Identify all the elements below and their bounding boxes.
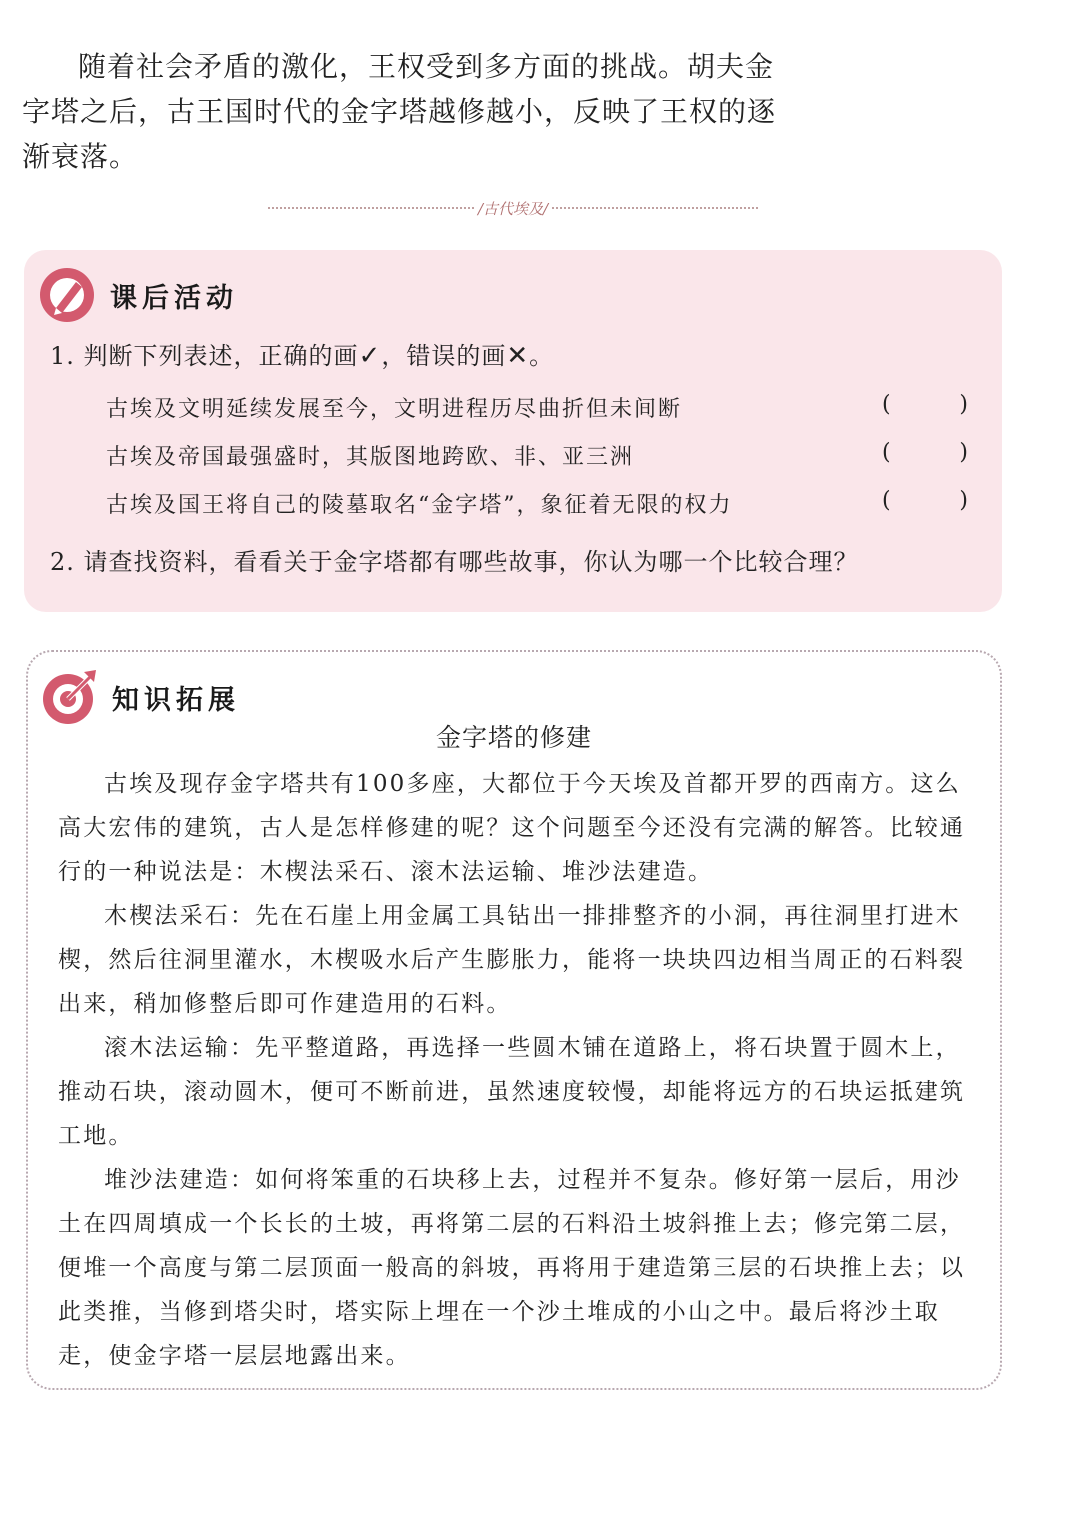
statement-1: 古埃及文明延续发展至今，文明进程历尽曲折但未间断: [106, 397, 683, 422]
paren-close: ): [959, 488, 968, 513]
pen-icon: [36, 264, 98, 326]
divider-dots-left: [268, 207, 474, 209]
intro-text: [22, 44, 782, 179]
answer-blank-1[interactable]: [882, 392, 968, 417]
chapter-label: /古代埃及/: [477, 199, 549, 218]
article-paragraph: 古埃及现存金字塔共有100多座，大都位于今天埃及首都开罗的西南方。这么高大宏伟的建筑，古人是怎样修建的呢？这个问题至今还没有完满的解答。比较通行的一种说法是：木楔法采石、滚木法运输、堆沙法建造。: [58, 771, 966, 885]
answer-blank-3[interactable]: [882, 488, 968, 513]
article-body: [58, 762, 974, 1378]
question-1: [50, 336, 554, 371]
question-1-text: 1. 判断下列表述，正确的画: [50, 342, 359, 370]
statement-2: 古埃及帝国最强盛时，其版图地跨欧、非、亚三洲: [106, 445, 635, 470]
activity-header: [36, 264, 238, 326]
answer-blank-2[interactable]: [882, 440, 968, 465]
paren-close: ): [959, 392, 968, 417]
check-mark-icon: ✓: [358, 341, 382, 371]
intro-paragraph: 随着社会矛盾的激化，王权受到多方面的挑战。胡夫金字塔之后，古王国时代的金字塔越修越小，反映了王权的逐渐衰落。: [22, 50, 777, 173]
extension-title: 知识拓展: [112, 684, 240, 716]
paren-close: ): [959, 440, 968, 465]
paren-open: (: [882, 440, 891, 465]
paren-open: (: [882, 392, 891, 417]
knowledge-extension-section: [26, 650, 1002, 1390]
article-paragraph: 堆沙法建造：如何将笨重的石块移上去，过程并不复杂。修好第一层后，用沙土在四周填成一个长长的土坡，再将第二层的石料沿土坡斜推上去；修完第二层，便堆一个高度与第二层顶面一般高的斜坡，再将用于建造第三层的石块推上去；以此类推，当修到塔尖时，塔实际上埋在一个沙土堆成的小山之中。最后将沙土取走，使金字塔一层层地露出来。: [58, 1167, 966, 1369]
article-paragraph: 滚木法运输：先平整道路，再选择一些圆木铺在道路上，将石块置于圆木上，推动石块，滚动圆木，便可不断前进，虽然速度较慢，却能将远方的石块运抵建筑工地。: [58, 1035, 966, 1149]
statement-3: 古埃及国王将自己的陵墓取名“金字塔”，象征着无限的权力: [106, 493, 733, 518]
after-class-activity-section: [24, 250, 1002, 612]
question-1-middle: ，错误的画: [381, 342, 507, 370]
cross-mark-icon: ✕: [506, 341, 530, 371]
divider-dots-right: [552, 207, 758, 209]
question-1-end: 。: [529, 342, 555, 370]
question-2: 2. 请查找资料，看看关于金字塔都有哪些故事，你认为哪一个比较合理？: [50, 548, 859, 576]
article-paragraph: 木楔法采石：先在石崖上用金属工具钻出一排排整齐的小洞，再往洞里打进木楔，然后往洞里灌水，木楔吸水后产生膨胀力，能将一块块四边相当周正的石料裂出来，稍加修整后即可作建造用的石料。: [58, 903, 966, 1017]
paren-open: (: [882, 488, 891, 513]
article-title: 金字塔的修建: [435, 723, 592, 752]
activity-title: 课后活动: [110, 282, 238, 314]
chapter-divider: [268, 196, 758, 220]
